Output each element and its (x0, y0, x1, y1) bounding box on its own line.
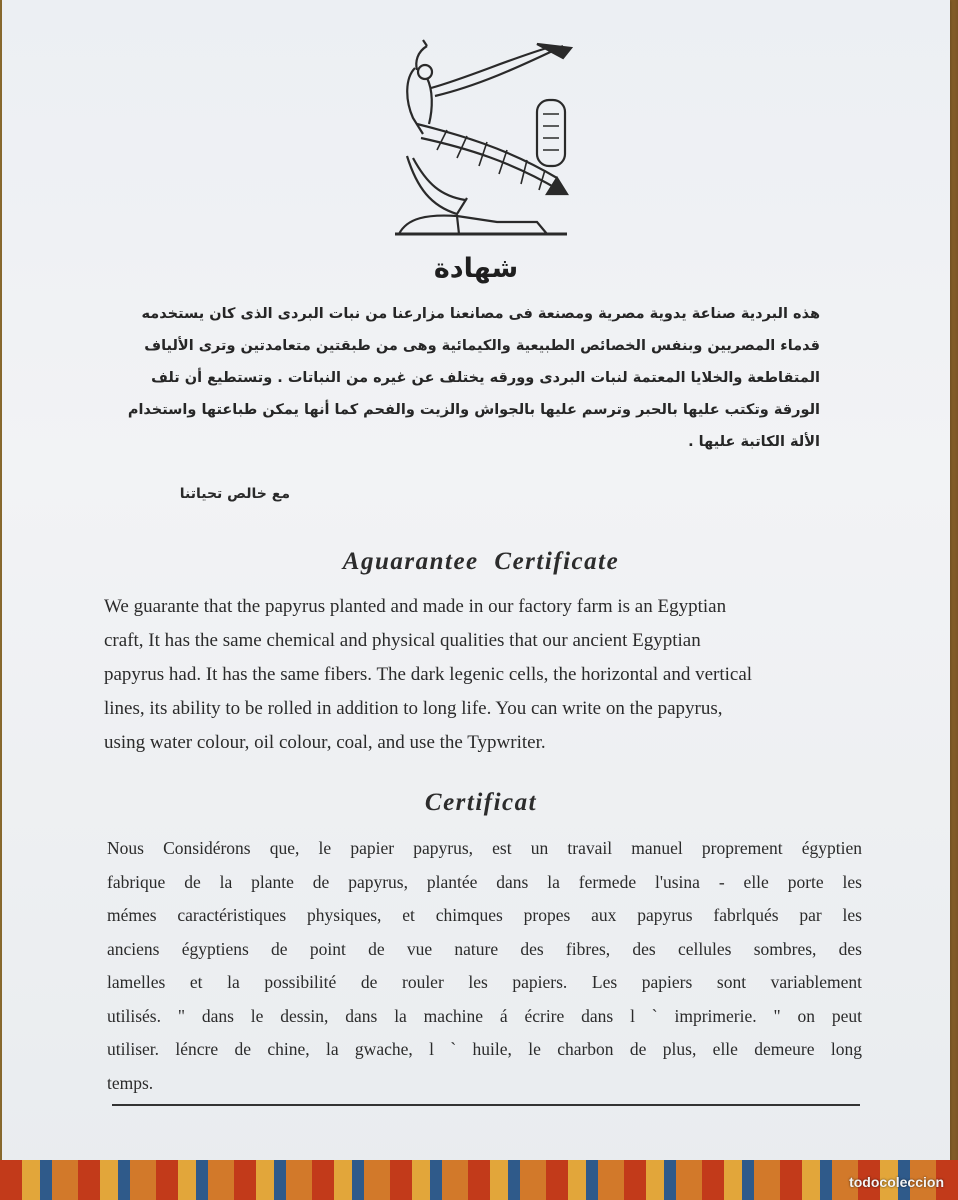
arabic-line: قدماء المصريين وبنفس الخصائص الطبيعية والكيمائية وهى من طبقتين متعامدتين وترى الألياف (144, 338, 820, 354)
english-line: using water colour, oil colour, coal, and use the Typwriter. (104, 732, 546, 753)
french-line: utilisés. " dans le dessin, dans la machine á écrire dans l ` imprimerie. " on peut (107, 1005, 862, 1026)
arabic-line: المتقاطعة والخلايا المعتمة لنبات البردى وورقه يختلف عن غيره من النباتات . وتستطيع أن تلف (151, 370, 820, 386)
english-line: We guarante that the papyrus planted and made in our factory farm is an Egyptian (104, 596, 727, 617)
bottom-divider (112, 1104, 860, 1106)
french-line: fabrique de la plante de papyrus, plantée dans la fermede l'usina - elle porte les (107, 871, 862, 892)
english-line: craft, It has the same chemical and physical qualities that our ancient Egyptian (104, 630, 701, 651)
winged-goddess-maat-icon (387, 38, 577, 248)
english-title: Aguarantee Certificate (342, 548, 620, 575)
arabic-signoff: مع خالص تحياتنا (179, 486, 290, 502)
english-line: papyrus had. It has the same fibers. The dark legenic cells, the horizontal and vertical (104, 664, 753, 685)
french-title: Certificat (424, 789, 538, 816)
english-line: lines, its ability to be rolled in addition to long life. You can write on the papyrus, (104, 698, 723, 719)
papyrus-background-strip (0, 1160, 958, 1200)
french-line: mémes caractéristiques physiques, et chimques propes aux papyrus fabrlqués par les (107, 905, 862, 925)
french-paragraph (107, 832, 862, 1100)
arabic-line: الألة الكاتبة عليها . (688, 434, 820, 450)
arabic-title: شهادة (433, 253, 519, 284)
arabic-paragraph (100, 298, 820, 458)
watermark: todocoleccion (849, 1174, 944, 1190)
french-line: temps. (107, 1072, 154, 1093)
certificate-sheet (2, 0, 950, 1180)
french-line: utiliser. léncre de chine, la gwache, l ` huile, le charbon de plus, elle demeure long (107, 1039, 862, 1059)
english-paragraph (104, 590, 864, 760)
arabic-line: الورقة وتكتب عليها بالحبر وترسم عليها بالجواش والزيت والفحم كما أنها يمكن طباعتها واستخدام (127, 402, 820, 418)
arabic-line: هذه البردية صناعة يدوية مصرية ومصنعة فى مصانعنا مزارعنا من نبات البردى الذى كان يستخدمه (141, 306, 820, 322)
french-line: anciens égyptiens de point de vue nature des fibres, des cellules sombres, des (107, 938, 862, 959)
french-line: Nous Considérons que, le papier papyrus, est un travail manuel proprement égyptien (107, 838, 862, 858)
french-line: lamelles et la possibilité de rouler les papiers. Les papiers sont variablement (107, 972, 862, 992)
